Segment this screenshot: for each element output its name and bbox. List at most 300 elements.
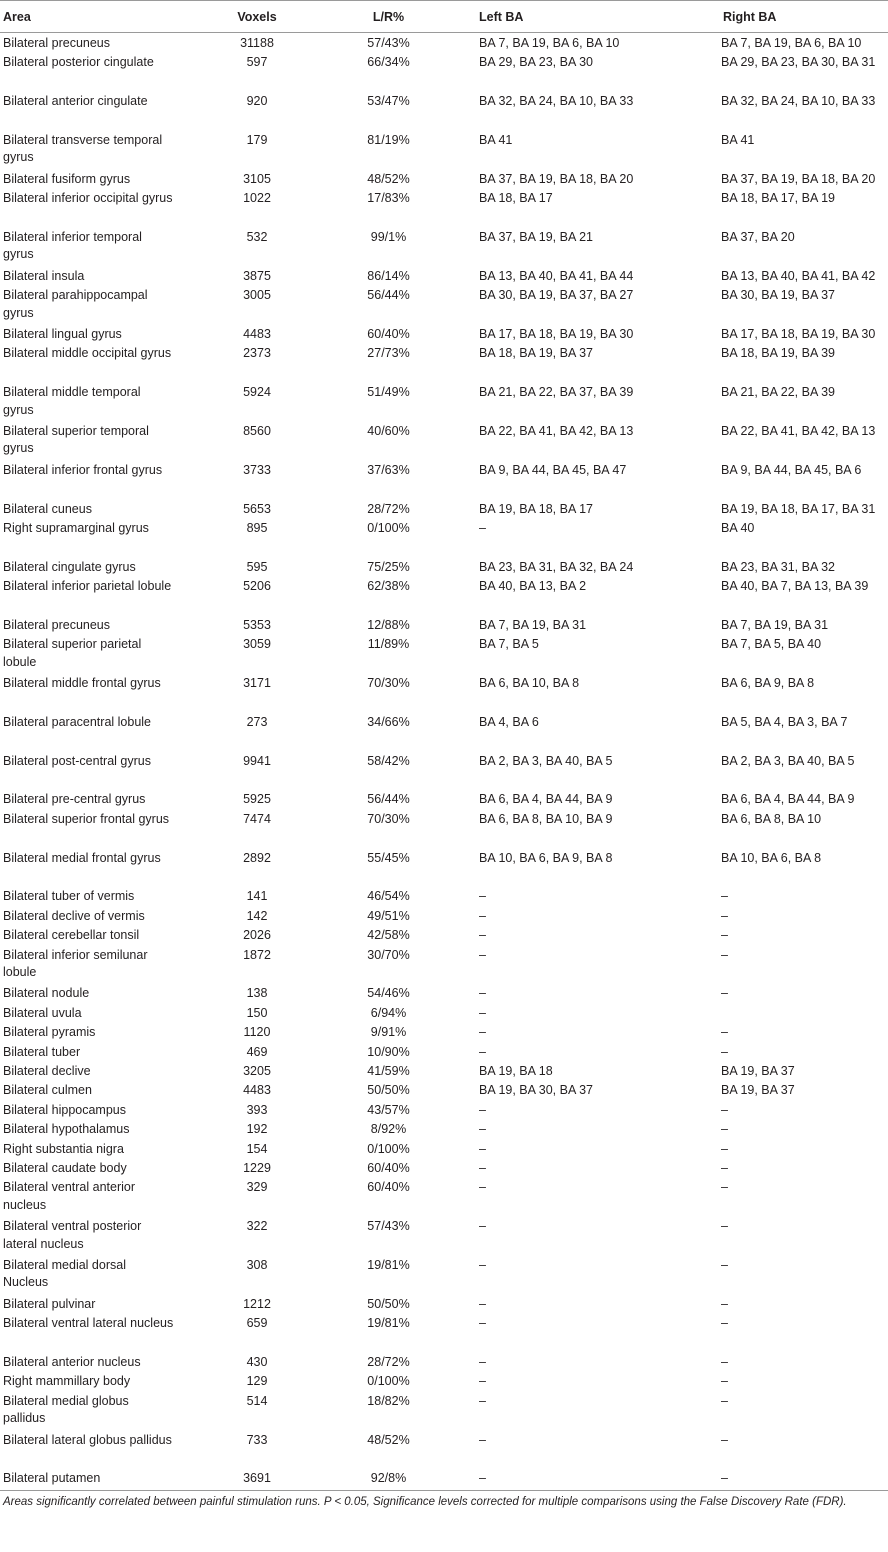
left-ba-cell: BA 22, BA 41, BA 42, BA 13: [479, 423, 634, 438]
area-cell: Bilateral anterior nucleus: [3, 1354, 141, 1369]
lr-percent-cell: 19/81%: [367, 1316, 410, 1331]
table-row: [0, 1354, 888, 1373]
right-ba-cell: –: [721, 1160, 728, 1175]
lr-percent-cell: 86/14%: [367, 268, 410, 283]
voxels-cell: 595: [246, 559, 268, 574]
area-cell: Bilateral medial globus pallidus: [3, 1393, 129, 1426]
voxels-cell: 2026: [243, 928, 271, 943]
area-cell: Bilateral pulvinar: [3, 1296, 96, 1311]
right-ba-cell: BA 23, BA 31, BA 32: [721, 559, 835, 574]
column-header-voxels: Voxels: [214, 1, 300, 33]
area-cell: Bilateral transverse temporal gyrus: [3, 132, 163, 165]
left-ba-cell: BA 19, BA 30, BA 37: [479, 1083, 593, 1098]
lr-percent-cell: 12/88%: [367, 617, 410, 632]
table-row: [0, 1082, 888, 1101]
area-cell: Bilateral pyramis: [3, 1025, 96, 1040]
table-footnote: Areas significantly correlated between painful stimulation runs. P < 0.05, Significance levels corrected for multiple comparisons using the False Discovery Rate (FDR).: [3, 1495, 847, 1508]
left-ba-cell: –: [479, 520, 486, 535]
voxels-cell: 179: [246, 132, 268, 147]
right-ba-cell: –: [721, 1044, 728, 1059]
voxels-cell: 469: [246, 1044, 268, 1059]
table-row: [0, 171, 888, 190]
area-cell: Right mammillary body: [3, 1374, 131, 1389]
voxels-cell: 2892: [243, 850, 271, 865]
right-ba-cell: –: [721, 1257, 728, 1272]
table-row: [0, 462, 888, 501]
lr-percent-cell: 57/43%: [367, 36, 410, 50]
voxels-cell: 1872: [243, 947, 271, 962]
lr-percent-cell: 0/100%: [367, 1141, 410, 1156]
area-cell: Bilateral declive of vermis: [3, 908, 145, 923]
voxels-cell: 4483: [243, 1083, 271, 1098]
table-row: [0, 714, 888, 753]
voxels-cell: 3005: [243, 288, 271, 303]
left-ba-cell: BA 6, BA 8, BA 10, BA 9: [479, 811, 613, 826]
lr-percent-cell: 58/42%: [367, 753, 410, 768]
right-ba-cell: BA 6, BA 8, BA 10: [721, 811, 822, 826]
table-row: [0, 753, 888, 792]
area-cell: Bilateral fusiform gyrus: [3, 171, 131, 186]
area-cell: Bilateral anterior cingulate: [3, 94, 148, 109]
lr-percent-cell: 57/43%: [367, 1219, 410, 1234]
voxels-cell: 129: [246, 1374, 268, 1389]
area-cell: Bilateral parahippocampal gyrus: [3, 288, 148, 320]
area-cell: Bilateral inferior parietal lobule: [3, 579, 172, 594]
table-row: [0, 888, 888, 907]
left-ba-cell: –: [479, 1354, 486, 1369]
area-cell: Bilateral tuber of vermis: [3, 889, 135, 904]
lr-percent-cell: 99/1%: [370, 229, 407, 244]
left-ba-cell: BA 7, BA 19, BA 6, BA 10: [479, 36, 620, 50]
left-ba-cell: BA 6, BA 4, BA 44, BA 9: [479, 792, 613, 807]
left-ba-cell: BA 17, BA 18, BA 19, BA 30: [479, 326, 634, 341]
lr-percent-cell: 48/52%: [367, 1432, 410, 1447]
lr-percent-cell: 66/34%: [367, 55, 410, 70]
table-row: [0, 520, 888, 559]
table-row: [0, 1063, 888, 1082]
lr-percent-cell: 41/59%: [367, 1064, 410, 1078]
left-ba-cell: BA 30, BA 19, BA 37, BA 27: [479, 288, 634, 303]
lr-percent-cell: 53/47%: [367, 94, 410, 109]
voxels-cell: 322: [246, 1219, 268, 1234]
lr-percent-cell: 60/40%: [367, 326, 410, 341]
voxels-cell: 5206: [243, 579, 271, 594]
lr-percent-cell: 92/8%: [300, 1470, 477, 1490]
left-ba-cell: –: [479, 1044, 486, 1059]
right-ba-cell: BA 10, BA 6, BA 8: [721, 850, 822, 865]
area-cell: Bilateral middle occipital gyrus: [3, 346, 172, 361]
right-ba-cell: BA 21, BA 22, BA 39: [721, 385, 835, 400]
lr-percent-cell: 54/46%: [367, 986, 410, 1001]
area-cell: Bilateral ventral posterior lateral nucleus: [3, 1219, 142, 1251]
area-cell: Bilateral ventral lateral nucleus: [3, 1316, 174, 1331]
lr-percent-cell: 9/91%: [370, 1025, 407, 1040]
area-cell: Bilateral inferior frontal gyrus: [3, 462, 163, 477]
lr-percent-cell: 50/50%: [367, 1296, 410, 1311]
left-ba-cell: BA 18, BA 19, BA 37: [479, 346, 593, 361]
right-ba-cell: –: [721, 1374, 728, 1389]
left-ba-cell: –: [479, 1432, 486, 1447]
left-ba-cell: –: [479, 1102, 486, 1117]
right-ba-cell: –: [721, 1296, 728, 1311]
table-row: [0, 1373, 888, 1392]
table-row: [0, 850, 888, 889]
lr-percent-cell: 70/30%: [367, 676, 410, 691]
lr-percent-cell: 6/94%: [370, 1005, 407, 1020]
left-ba-cell: –: [479, 1005, 486, 1020]
lr-percent-cell: 28/72%: [367, 501, 410, 516]
right-ba-cell: BA 2, BA 3, BA 40, BA 5: [721, 753, 855, 768]
left-ba-cell: –: [479, 1180, 486, 1195]
table-row: [0, 1179, 888, 1218]
lr-percent-cell: 81/19%: [367, 132, 410, 147]
right-ba-cell: –: [721, 1025, 728, 1040]
right-ba-cell: BA 40, BA 7, BA 13, BA 39: [721, 579, 869, 594]
left-ba-cell: –: [479, 986, 486, 1001]
area-cell: Bilateral lingual gyrus: [3, 326, 122, 341]
right-ba-cell: BA 6, BA 9, BA 8: [721, 676, 815, 691]
area-cell: Bilateral cuneus: [3, 501, 92, 516]
lr-percent-cell: 42/58%: [367, 928, 410, 943]
area-cell: Bilateral medial frontal gyrus: [3, 850, 161, 865]
table-row: [0, 1005, 888, 1024]
table-row: [0, 636, 888, 675]
area-cell: Bilateral ventral anterior nucleus: [3, 1180, 136, 1212]
left-ba-cell: BA 29, BA 23, BA 30: [479, 55, 593, 70]
table-row: [0, 1218, 888, 1257]
left-ba-cell: BA 7, BA 5: [479, 637, 539, 652]
left-ba-cell: –: [479, 1122, 486, 1137]
column-header-lr-percent: L/R%: [300, 1, 477, 33]
lr-percent-cell: 56/44%: [367, 792, 410, 807]
left-ba-cell: –: [479, 1141, 486, 1156]
right-ba-cell: BA 32, BA 24, BA 10, BA 33: [721, 94, 876, 109]
area-cell: Bilateral precuneus: [3, 617, 111, 632]
left-ba-cell: BA 21, BA 22, BA 37, BA 39: [479, 385, 634, 400]
voxels-cell: 31188: [240, 36, 274, 50]
lr-percent-cell: 10/90%: [367, 1044, 410, 1059]
voxels-cell: 9941: [243, 753, 271, 768]
left-ba-cell: –: [479, 928, 486, 943]
table-row: [0, 791, 888, 810]
left-ba-cell: –: [479, 1316, 486, 1331]
right-ba-cell: BA 17, BA 18, BA 19, BA 30: [721, 326, 876, 341]
area-cell: Bilateral hippocampus: [3, 1102, 126, 1117]
area-cell: Bilateral superior parietal lobule: [3, 637, 142, 669]
left-ba-cell: BA 4, BA 6: [479, 714, 539, 729]
table-row: [0, 190, 888, 229]
voxels-cell: 597: [246, 55, 268, 70]
table-row: [0, 617, 888, 636]
right-ba-cell: –: [721, 947, 728, 962]
area-cell: Bilateral superior temporal gyrus: [3, 423, 149, 456]
area-cell: Bilateral inferior semilunar lobule: [3, 947, 148, 980]
area-cell: Bilateral declive: [3, 1064, 91, 1078]
lr-percent-cell: 50/50%: [367, 1083, 410, 1098]
area-cell: Bilateral cingulate gyrus: [3, 559, 136, 574]
table-row: [0, 384, 888, 423]
lr-percent-cell: 11/89%: [367, 637, 410, 652]
table-row: [0, 423, 888, 462]
voxels-cell: 1229: [243, 1160, 271, 1175]
voxels-cell: 8560: [243, 423, 271, 438]
left-ba-cell: BA 9, BA 44, BA 45, BA 47: [479, 462, 627, 477]
right-ba-cell: BA 19, BA 18, BA 17, BA 31: [721, 501, 876, 516]
voxels-cell: 192: [246, 1122, 268, 1137]
area-cell: Bilateral medial dorsal Nucleus: [3, 1257, 126, 1290]
left-ba-cell: –: [479, 908, 486, 923]
left-ba-cell: BA 13, BA 40, BA 41, BA 44: [479, 268, 634, 283]
voxels-cell: 273: [246, 714, 268, 729]
right-ba-cell: BA 19, BA 37: [721, 1083, 795, 1098]
area-cell: Bilateral tuber: [3, 1044, 81, 1059]
right-ba-cell: –: [721, 986, 728, 1001]
left-ba-cell: BA 2, BA 3, BA 40, BA 5: [479, 753, 613, 768]
voxels-cell: 4483: [243, 326, 271, 341]
voxels-cell: 1212: [243, 1296, 271, 1311]
left-ba-cell: –: [479, 889, 486, 904]
voxels-cell: 5925: [243, 792, 271, 807]
right-ba-cell: –: [721, 1219, 728, 1234]
area-cell: Bilateral culmen: [3, 1083, 92, 1098]
right-ba-cell: –: [721, 1316, 728, 1331]
voxels-cell: 393: [246, 1102, 268, 1117]
voxels-cell: 7474: [243, 811, 271, 826]
table-row: [0, 908, 888, 927]
voxels-cell: 532: [246, 229, 268, 244]
lr-percent-cell: 30/70%: [367, 947, 410, 962]
lr-percent-cell: 60/40%: [367, 1160, 410, 1175]
lr-percent-cell: 37/63%: [367, 462, 410, 477]
right-ba-cell: BA 7, BA 5, BA 40: [721, 637, 822, 652]
area-cell: Bilateral cerebellar tonsil: [3, 928, 140, 943]
voxels-cell: 5653: [243, 501, 271, 516]
voxels-cell: 3105: [243, 171, 271, 186]
table-row: [0, 1470, 888, 1490]
voxels-cell: 3733: [243, 462, 271, 477]
left-ba-cell: –: [479, 947, 486, 962]
voxels-cell: 3691: [214, 1470, 300, 1490]
lr-percent-cell: 34/66%: [367, 714, 410, 729]
table-row: [0, 1044, 888, 1063]
right-ba-cell: –: [721, 1180, 728, 1195]
area-cell: Bilateral paracentral lobule: [3, 714, 152, 729]
lr-percent-cell: 56/44%: [367, 288, 410, 303]
voxels-cell: 138: [246, 986, 268, 1001]
voxels-cell: 1022: [243, 191, 271, 206]
area-cell: Bilateral superior frontal gyrus: [3, 811, 170, 826]
left-ba-cell: BA 19, BA 18, BA 17: [479, 501, 593, 516]
voxels-cell: 329: [246, 1180, 268, 1195]
area-cell: Bilateral middle temporal gyrus: [3, 385, 141, 417]
area-cell: Bilateral post-central gyrus: [3, 753, 151, 768]
area-cell: Bilateral lateral globus pallidus: [3, 1432, 172, 1447]
right-ba-cell: BA 19, BA 37: [721, 1064, 795, 1078]
right-ba-cell: BA 37, BA 20: [721, 229, 795, 244]
area-cell: Bilateral caudate body: [3, 1160, 127, 1175]
table-body: [0, 33, 888, 1491]
left-ba-cell: BA 41: [479, 132, 513, 147]
right-ba-cell: –: [721, 1393, 728, 1408]
area-cell: Right substantia nigra: [3, 1141, 124, 1156]
table-row: [0, 1024, 888, 1043]
left-ba-cell: –: [479, 1374, 486, 1389]
voxels-cell: 150: [246, 1005, 268, 1020]
left-ba-cell: BA 23, BA 31, BA 32, BA 24: [479, 559, 634, 574]
left-ba-cell: BA 7, BA 19, BA 31: [479, 617, 587, 632]
table-row: [0, 326, 888, 345]
table-row: [0, 1257, 888, 1296]
left-ba-cell: –: [479, 1393, 486, 1408]
right-ba-cell: BA 22, BA 41, BA 42, BA 13: [721, 423, 876, 438]
right-ba-cell: BA 6, BA 4, BA 44, BA 9: [721, 792, 855, 807]
voxels-cell: 920: [246, 94, 268, 109]
voxels-cell: 895: [246, 520, 268, 535]
table-row: [0, 811, 888, 850]
right-ba-cell: BA 37, BA 19, BA 18, BA 20: [721, 171, 876, 186]
table-row: [0, 501, 888, 520]
voxels-cell: 430: [246, 1354, 268, 1369]
area-cell: Bilateral pre-central gyrus: [3, 792, 146, 807]
area-cell: Bilateral hypothalamus: [3, 1122, 130, 1137]
lr-percent-cell: 55/45%: [367, 850, 410, 865]
table-row: [0, 132, 888, 171]
right-ba-cell: BA 5, BA 4, BA 3, BA 7: [721, 714, 848, 729]
lr-percent-cell: 0/100%: [367, 520, 410, 535]
left-ba-cell: BA 40, BA 13, BA 2: [479, 579, 587, 594]
table-row: [0, 927, 888, 946]
voxels-cell: 3059: [243, 637, 271, 652]
table-row: [0, 345, 888, 384]
right-ba-cell: [721, 1005, 888, 1024]
left-ba-cell: –: [479, 1025, 486, 1040]
voxels-cell: 2373: [243, 346, 271, 361]
left-ba-cell: –: [479, 1257, 486, 1272]
right-ba-cell: BA 18, BA 19, BA 39: [721, 346, 835, 361]
lr-percent-cell: 75/25%: [367, 559, 410, 574]
table-row: [0, 1141, 888, 1160]
lr-percent-cell: 19/81%: [367, 1257, 410, 1272]
lr-percent-cell: 18/82%: [367, 1393, 410, 1408]
lr-percent-cell: 17/83%: [367, 191, 410, 206]
right-ba-cell: BA 7, BA 19, BA 6, BA 10: [721, 36, 862, 50]
voxels-cell: 3171: [243, 676, 271, 691]
right-ba-cell: –: [721, 908, 728, 923]
area-cell: Bilateral putamen: [0, 1470, 214, 1490]
lr-percent-cell: 0/100%: [367, 1374, 410, 1389]
lr-percent-cell: 8/92%: [370, 1122, 407, 1137]
table-row: [0, 93, 888, 132]
right-ba-cell: –: [721, 1122, 728, 1137]
column-header-area: Area: [0, 1, 214, 33]
lr-percent-cell: 60/40%: [367, 1180, 410, 1195]
table-row: [0, 559, 888, 578]
voxels-cell: 3205: [243, 1064, 271, 1078]
voxels-cell: 308: [246, 1257, 268, 1272]
right-ba-cell: –: [721, 1432, 728, 1447]
lr-percent-cell: 40/60%: [367, 423, 410, 438]
right-ba-cell: –: [721, 1354, 728, 1369]
table-row: [0, 287, 888, 326]
table-row: [0, 947, 888, 986]
right-ba-cell: BA 13, BA 40, BA 41, BA 42: [721, 268, 876, 283]
area-cell: Bilateral nodule: [3, 986, 90, 1001]
area-cell: Bilateral inferior temporal gyrus: [3, 229, 142, 262]
voxels-cell: 659: [246, 1316, 268, 1331]
table-row: [0, 1315, 888, 1354]
right-ba-cell: –: [721, 1470, 888, 1490]
table-row: [0, 1432, 888, 1471]
left-ba-cell: BA 18, BA 17: [479, 191, 553, 206]
left-ba-cell: –: [479, 1296, 486, 1311]
table-row: [0, 985, 888, 1004]
lr-percent-cell: 46/54%: [367, 889, 410, 904]
area-cell: Bilateral precuneus: [3, 36, 111, 50]
left-ba-cell: BA 19, BA 18: [479, 1064, 553, 1078]
left-ba-cell: –: [477, 1470, 721, 1490]
left-ba-cell: BA 37, BA 19, BA 21: [479, 229, 593, 244]
right-ba-cell: BA 40: [721, 520, 755, 535]
column-header-left-ba: Left BA: [477, 1, 721, 33]
right-ba-cell: –: [721, 1102, 728, 1117]
lr-percent-cell: 51/49%: [367, 385, 410, 400]
voxels-cell: 733: [246, 1432, 268, 1447]
table-row: [0, 54, 888, 93]
lr-percent-cell: 48/52%: [367, 171, 410, 186]
column-header-right-ba: Right BA: [721, 1, 888, 33]
table-row: [0, 1160, 888, 1179]
right-ba-cell: BA 30, BA 19, BA 37: [721, 288, 835, 303]
table-header: [0, 1, 888, 33]
voxels-cell: 154: [246, 1141, 268, 1156]
right-ba-cell: BA 18, BA 17, BA 19: [721, 191, 835, 206]
voxels-cell: 141: [246, 889, 268, 904]
right-ba-cell: BA 29, BA 23, BA 30, BA 31: [721, 55, 876, 70]
lr-percent-cell: 27/73%: [367, 346, 410, 361]
lr-percent-cell: 70/30%: [367, 811, 410, 826]
right-ba-cell: BA 41: [721, 132, 755, 147]
left-ba-cell: BA 32, BA 24, BA 10, BA 33: [479, 94, 634, 109]
table-row: [0, 578, 888, 617]
right-ba-cell: BA 9, BA 44, BA 45, BA 6: [721, 462, 862, 477]
left-ba-cell: BA 6, BA 10, BA 8: [479, 676, 580, 691]
voxels-cell: 514: [246, 1393, 268, 1408]
voxels-cell: 142: [246, 908, 268, 923]
table-row: [0, 1121, 888, 1140]
lr-percent-cell: 49/51%: [367, 908, 410, 923]
voxels-cell: 3875: [243, 268, 271, 283]
area-cell: Bilateral inferior occipital gyrus: [3, 191, 173, 206]
table-row: [0, 268, 888, 287]
left-ba-cell: BA 37, BA 19, BA 18, BA 20: [479, 171, 634, 186]
right-ba-cell: –: [721, 928, 728, 943]
area-cell: Right supramarginal gyrus: [3, 520, 149, 535]
left-ba-cell: –: [479, 1219, 486, 1234]
table-row: [0, 675, 888, 714]
lr-percent-cell: 43/57%: [367, 1102, 410, 1117]
right-ba-cell: –: [721, 889, 728, 904]
voxels-cell: 5353: [243, 617, 271, 632]
right-ba-cell: BA 7, BA 19, BA 31: [721, 617, 829, 632]
voxels-cell: 5924: [243, 385, 271, 400]
lr-percent-cell: 28/72%: [367, 1354, 410, 1369]
lr-percent-cell: 62/38%: [367, 579, 410, 594]
area-cell: Bilateral uvula: [3, 1005, 82, 1020]
left-ba-cell: BA 10, BA 6, BA 9, BA 8: [479, 850, 613, 865]
area-cell: Bilateral posterior cingulate: [3, 55, 154, 70]
table-row: [0, 229, 888, 268]
table-row: [0, 1296, 888, 1315]
